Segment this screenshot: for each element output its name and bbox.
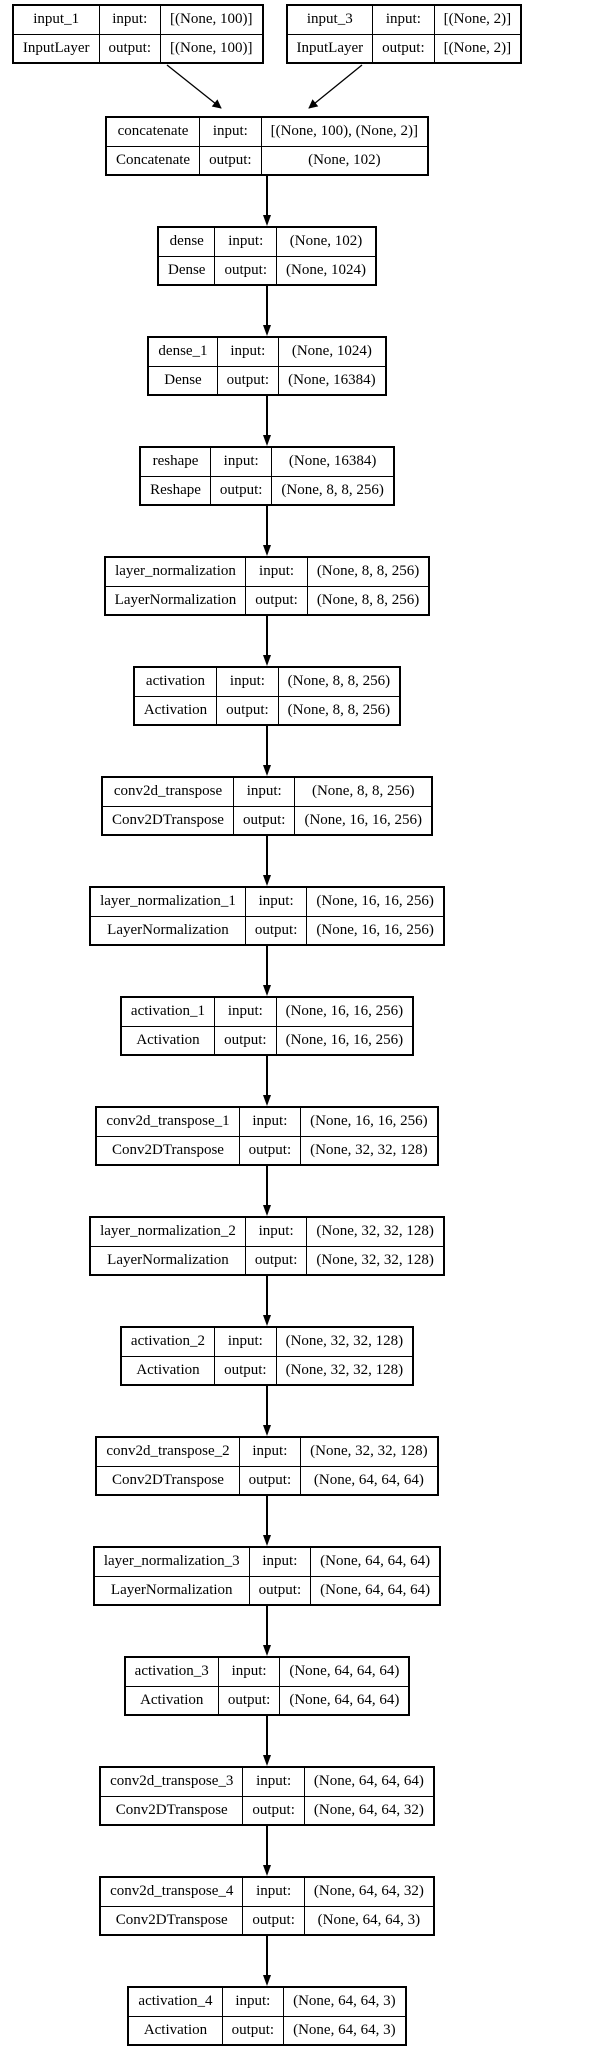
flow-arrow-head-icon [263,765,271,776]
input-shape: (None, 64, 64, 3) [284,1987,406,2016]
flow-arrow [263,946,271,996]
layer-name: conv2d_transpose_2 [96,1437,239,1466]
output-label: output: [210,476,272,505]
output-label: output: [217,696,279,725]
input-label: input: [239,1107,301,1136]
flow-arrow [263,616,271,666]
layer-class: InputLayer [287,34,373,63]
flow-arrow-head-icon [263,1535,271,1546]
input-label: input: [239,1437,301,1466]
input-shape: (None, 64, 64, 64) [280,1657,409,1686]
input-label: input: [243,1767,305,1796]
output-label: output: [233,806,295,835]
flow-arrow-head-icon [263,1095,271,1106]
input-shape: [(None, 2)] [434,5,521,34]
flow-arrow-line [266,396,268,435]
input-shape: (None, 16, 16, 256) [307,887,444,916]
layer-name: layer_normalization_3 [94,1547,249,1576]
flow-arrow [263,396,271,446]
flow-arrow [263,1056,271,1106]
flow-arrow-line [266,1826,268,1865]
flow-arrow [263,286,271,336]
layer-name: input_1 [13,5,99,34]
input-label: input: [249,1547,311,1576]
flow-arrow-head-icon [263,655,271,666]
input-label: input: [217,667,279,696]
flow-arrow-head-icon [263,985,271,996]
flow-arrow-head-icon [263,1755,271,1766]
input-shape: (None, 32, 32, 128) [276,1327,413,1356]
layer-class: Dense [158,256,215,285]
layer-node-dense-1 [147,336,386,396]
layer-name: conv2d_transpose [102,777,233,806]
layer-node-layer-normalization-2 [89,1216,445,1276]
input-shape: (None, 16384) [272,447,394,476]
input-shape: (None, 8, 8, 256) [295,777,432,806]
layer-class: Activation [121,1356,215,1385]
flow-arrow-head-icon [263,545,271,556]
layer-class: LayerNormalization [94,1576,249,1605]
flow-arrow [263,836,271,886]
layer-node-layer-normalization [104,556,431,616]
output-label: output: [200,146,262,175]
layer-name: concatenate [106,117,200,146]
output-label: output: [373,34,435,63]
layer-node-conv2d-transpose-1 [95,1106,438,1166]
output-label: output: [99,34,161,63]
input-shape: (None, 32, 32, 128) [307,1217,444,1246]
layer-class: Concatenate [106,146,200,175]
output-shape: (None, 64, 64, 3) [304,1906,433,1935]
flow-arrow-head-icon [263,1645,271,1656]
layer-node-activation-4 [127,1986,406,2046]
input-shape: (None, 16, 16, 256) [301,1107,438,1136]
flow-arrow-head-icon [263,1865,271,1876]
output-shape: (None, 8, 8, 256) [272,476,394,505]
flow-arrow-line [266,1166,268,1205]
output-label: output: [239,1136,301,1165]
output-shape: (None, 16, 16, 256) [307,916,444,945]
layer-node-concatenate [105,116,429,176]
output-shape: (None, 64, 64, 64) [280,1686,409,1715]
layer-node-activation-2 [120,1326,414,1386]
flow-arrow [263,1826,271,1876]
input-shape: (None, 1024) [279,337,386,366]
flow-arrow-line [266,946,268,985]
layer-node-dense [157,226,377,286]
output-label: output: [215,1356,277,1385]
layer-name: conv2d_transpose_3 [100,1767,243,1796]
layer-class: LayerNormalization [90,1246,245,1275]
output-label: output: [217,366,279,395]
flow-arrow [263,506,271,556]
merge-arrows [2,64,532,116]
flow-arrow-head-icon [263,1975,271,1986]
output-shape: (None, 32, 32, 128) [307,1246,444,1275]
layer-class: Dense [148,366,217,395]
output-shape: (None, 64, 64, 64) [311,1576,440,1605]
input-label: input: [222,1987,284,2016]
flow-arrow-line [266,616,268,655]
input-layers-row [12,4,522,64]
layer-name: activation_2 [121,1327,215,1356]
flow-arrow [263,1386,271,1436]
output-shape: (None, 102) [261,146,428,175]
edge-input1-to-concatenate [167,65,221,108]
output-shape: [(None, 100)] [161,34,263,63]
layer-node-layer-normalization-3 [93,1546,441,1606]
layer-node-activation [133,666,401,726]
input-shape: (None, 64, 64, 64) [311,1547,440,1576]
output-label: output: [246,586,308,615]
layer-node-conv2d-transpose-2 [95,1436,438,1496]
layer-node-conv2d-transpose-4 [99,1876,435,1936]
layer-name: conv2d_transpose_1 [96,1107,239,1136]
output-label: output: [215,1026,277,1055]
layer-class: Activation [125,1686,219,1715]
input-label: input: [245,887,307,916]
flow-arrow-head-icon [263,435,271,446]
input-shape: (None, 64, 64, 64) [304,1767,433,1796]
output-shape: (None, 64, 64, 32) [304,1796,433,1825]
output-shape: (None, 16384) [279,366,386,395]
output-label: output: [222,2016,284,2045]
output-label: output: [218,1686,280,1715]
layer-class: Activation [134,696,217,725]
input-shape: [(None, 100)] [161,5,263,34]
layer-name: activation_1 [121,997,215,1026]
flow-arrow [263,1936,271,1986]
input-label: input: [215,227,277,256]
input-label: input: [373,5,435,34]
layer-node-activation-3 [124,1656,411,1716]
output-shape: (None, 32, 32, 128) [276,1356,413,1385]
input-shape: (None, 8, 8, 256) [278,667,400,696]
layer-class: Conv2DTranspose [100,1906,243,1935]
input-label: input: [200,117,262,146]
output-shape: (None, 8, 8, 256) [278,696,400,725]
layer-node-input-1 [12,4,264,64]
flow-arrow-line [266,1276,268,1315]
flow-arrow [263,726,271,776]
flow-arrow-head-icon [263,875,271,886]
layer-class: Reshape [140,476,210,505]
output-shape: (None, 8, 8, 256) [307,586,429,615]
flow-arrow [263,1276,271,1326]
input-label: input: [210,447,272,476]
output-label: output: [243,1906,305,1935]
input-label: input: [233,777,295,806]
layer-name: layer_normalization [105,557,246,586]
input-shape: [(None, 100), (None, 2)] [261,117,428,146]
layer-class: Conv2DTranspose [96,1136,239,1165]
layer-class: Activation [121,1026,215,1055]
input-shape: (None, 16, 16, 256) [276,997,413,1026]
layer-name: reshape [140,447,210,476]
flow-arrow [263,176,271,226]
layer-class: InputLayer [13,34,99,63]
input-label: input: [217,337,279,366]
output-shape: (None, 64, 64, 64) [301,1466,438,1495]
flow-arrow-line [266,1386,268,1425]
flow-arrow-line [266,1606,268,1645]
output-shape: (None, 64, 64, 3) [284,2016,406,2045]
flow-arrow-head-icon [263,325,271,336]
layer-name: layer_normalization_2 [90,1217,245,1246]
output-label: output: [215,256,277,285]
output-label: output: [249,1576,311,1605]
layer-node-reshape [139,446,395,506]
input-shape: (None, 64, 64, 32) [304,1877,433,1906]
layer-name: layer_normalization_1 [90,887,245,916]
flow-arrow-head-icon [263,215,271,226]
output-label: output: [243,1796,305,1825]
output-shape: (None, 1024) [277,256,376,285]
input-label: input: [218,1657,280,1686]
layer-class: LayerNormalization [90,916,245,945]
layer-class: Conv2DTranspose [100,1796,243,1825]
input-shape: (None, 102) [277,227,376,256]
output-shape: [(None, 2)] [434,34,521,63]
layer-name: conv2d_transpose_4 [100,1877,243,1906]
flow-arrow-head-icon [263,1425,271,1436]
layer-chain [89,116,445,2046]
flow-arrow-line [266,286,268,325]
layer-name: dense [158,227,215,256]
layer-node-input-3 [286,4,523,64]
flow-arrow-head-icon [263,1315,271,1326]
output-label: output: [245,916,307,945]
input-label: input: [246,557,308,586]
layer-class: Activation [128,2016,222,2045]
edge-input3-to-concatenate [309,65,362,108]
layer-name: activation_3 [125,1657,219,1686]
flow-arrow-line [266,506,268,545]
output-shape: (None, 16, 16, 256) [276,1026,413,1055]
flow-arrow [263,1166,271,1216]
layer-node-activation-1 [120,996,414,1056]
output-shape: (None, 16, 16, 256) [295,806,432,835]
output-shape: (None, 32, 32, 128) [301,1136,438,1165]
flow-arrow [263,1496,271,1546]
input-label: input: [245,1217,307,1246]
output-label: output: [245,1246,307,1275]
flow-arrow-line [266,176,268,215]
layer-name: activation_4 [128,1987,222,2016]
layer-class: LayerNormalization [105,586,246,615]
flow-arrow-head-icon [263,1205,271,1216]
layer-node-conv2d-transpose-3 [99,1766,435,1826]
layer-node-layer-normalization-1 [89,886,445,946]
input-shape: (None, 8, 8, 256) [307,557,429,586]
flow-arrow-line [266,836,268,875]
flow-arrow-line [266,1716,268,1755]
input-shape: (None, 32, 32, 128) [301,1437,438,1466]
flow-arrow-line [266,1496,268,1535]
layer-name: input_3 [287,5,373,34]
flow-arrow [263,1716,271,1766]
input-label: input: [215,997,277,1026]
layer-class: Conv2DTranspose [96,1466,239,1495]
model-architecture-diagram [2,4,532,2046]
input-label: input: [243,1877,305,1906]
input-label: input: [99,5,161,34]
layer-name: activation [134,667,217,696]
flow-arrow-line [266,1936,268,1975]
input-label: input: [215,1327,277,1356]
layer-node-conv2d-transpose [101,776,433,836]
layer-class: Conv2DTranspose [102,806,233,835]
layer-name: dense_1 [148,337,217,366]
flow-arrow-line [266,1056,268,1095]
output-label: output: [239,1466,301,1495]
flow-arrow [263,1606,271,1656]
flow-arrow-line [266,726,268,765]
